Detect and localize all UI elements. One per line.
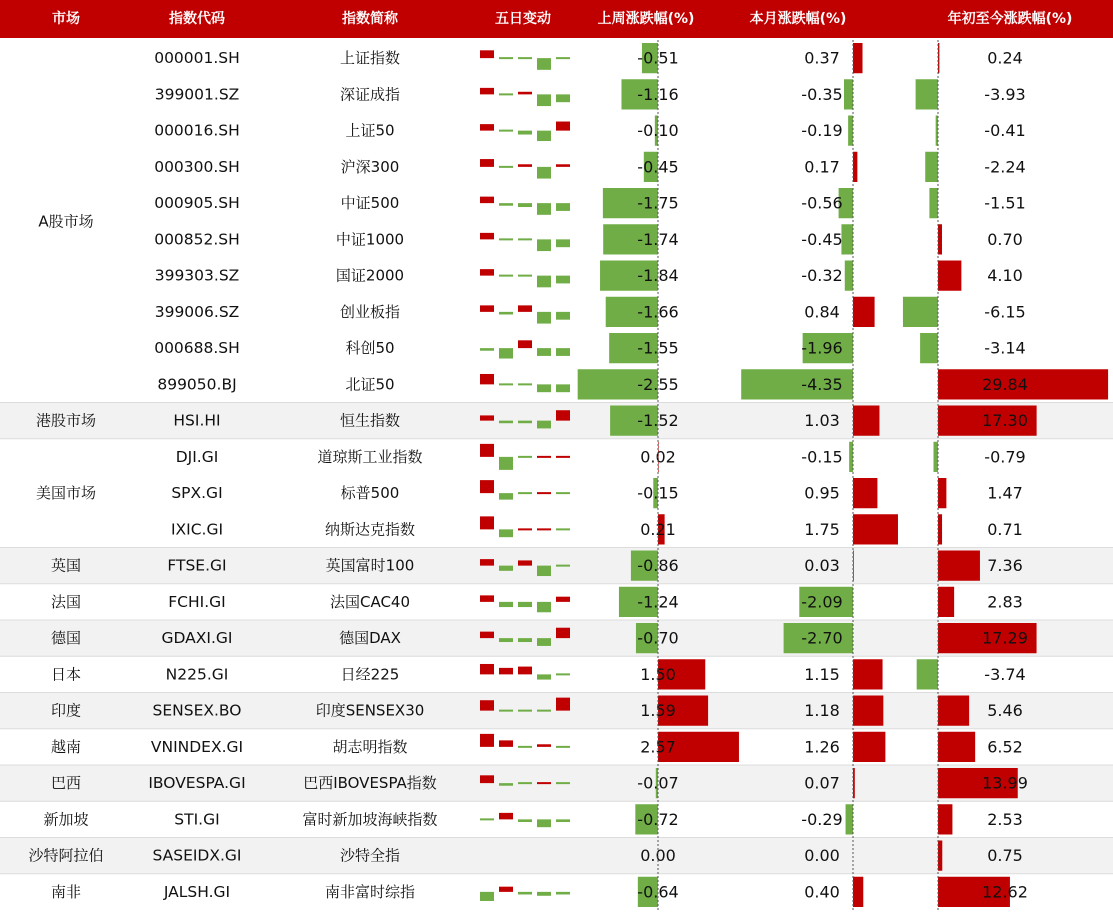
- spark-bar: [556, 239, 570, 247]
- index-name: 道琼斯工业指数: [317, 447, 423, 466]
- spark-bar: [556, 94, 570, 102]
- spark-bar: [518, 131, 532, 135]
- spark-bar: [480, 305, 494, 312]
- bar-month: [853, 43, 863, 73]
- bar-ytd: [938, 261, 961, 291]
- spark-bar: [499, 130, 513, 132]
- spark-bar: [518, 528, 532, 530]
- spark-bar: [499, 57, 513, 59]
- spark-bar: [480, 415, 494, 420]
- bar-ytd: [938, 478, 946, 508]
- spark-bar: [480, 348, 494, 351]
- spark-bar: [499, 203, 513, 206]
- spark-bar: [480, 124, 494, 131]
- ytd-change-label: -0.79: [984, 447, 1026, 467]
- index-name: 沪深300: [340, 157, 400, 176]
- spark-bar: [537, 602, 551, 612]
- spark-bar: [537, 384, 551, 392]
- index-code: 399006.SZ: [154, 302, 240, 321]
- index-code: JALSH.GI: [163, 882, 231, 901]
- month-change-label: -1.96: [801, 338, 843, 358]
- bar-ytd: [903, 297, 938, 327]
- index-code: 000905.SH: [154, 194, 240, 213]
- month-change-label: 0.40: [804, 882, 840, 902]
- bar-ytd: [920, 333, 938, 363]
- month-change-label: 0.95: [804, 483, 840, 503]
- spark-bar: [556, 312, 570, 320]
- ytd-change-label: 0.24: [987, 48, 1023, 68]
- bar-ytd: [938, 587, 954, 617]
- spark-bar: [499, 783, 513, 786]
- index-name: 北证50: [345, 375, 395, 394]
- spark-bar: [518, 782, 532, 784]
- bar-ytd: [938, 732, 975, 762]
- index-name: 巴西IBOVESPA指数: [303, 774, 437, 793]
- bar-month: [853, 696, 883, 726]
- spark-bar: [537, 566, 551, 576]
- spark-bar: [518, 421, 532, 424]
- index-code: IXIC.GI: [170, 520, 224, 539]
- spark-bar: [518, 238, 532, 240]
- spark-bar: [518, 667, 532, 675]
- index-name: 科创50: [345, 339, 395, 358]
- spark-bar: [518, 710, 532, 712]
- index-code: IBOVESPA.GI: [148, 774, 246, 793]
- spark-bar: [480, 595, 494, 602]
- spark-bar: [518, 275, 532, 277]
- market-label: 英国: [50, 556, 82, 575]
- index-code: 000300.SH: [154, 157, 240, 176]
- spark-bar: [518, 492, 532, 494]
- spark-bar: [537, 528, 551, 530]
- index-code: VNINDEX.GI: [150, 737, 244, 756]
- bar-ytd: [929, 188, 938, 218]
- index-name: 国证2000: [335, 266, 405, 285]
- spark-bar: [556, 746, 570, 748]
- header-bar: [0, 0, 1113, 38]
- spark-bar: [480, 88, 494, 95]
- spark-bar: [518, 892, 532, 895]
- spark-bar: [480, 892, 494, 901]
- week-change-label: -0.15: [637, 483, 679, 503]
- bar-month: [849, 442, 853, 472]
- index-code: SASEIDX.GI: [152, 846, 242, 865]
- month-change-label: 0.00: [804, 846, 840, 866]
- spark-bar: [499, 312, 513, 315]
- spark-bar: [499, 383, 513, 385]
- market-label: 越南: [50, 737, 82, 756]
- week-change-label: -1.84: [637, 266, 679, 286]
- month-change-label: 1.03: [804, 411, 840, 431]
- bar-ytd: [938, 224, 942, 254]
- spark-bar: [518, 383, 532, 385]
- week-change-label: -0.70: [637, 628, 679, 648]
- index-name: 法国CAC40: [329, 592, 411, 611]
- spark-bar: [518, 602, 532, 607]
- column-header: 本月涨跌幅(%): [749, 11, 847, 27]
- month-change-label: -4.35: [801, 374, 843, 394]
- index-code: SPX.GI: [171, 484, 223, 503]
- spark-bar: [499, 638, 513, 642]
- index-code: GDAXI.GI: [161, 629, 233, 648]
- index-name: 日经225: [340, 665, 400, 684]
- week-change-label: 0.21: [640, 519, 676, 539]
- spark-bar: [556, 819, 570, 822]
- week-change-label: 1.50: [640, 664, 676, 684]
- market-label: 德国: [50, 629, 82, 648]
- ytd-change-label: -2.24: [984, 157, 1026, 177]
- ytd-change-label: 0.70: [987, 229, 1023, 249]
- spark-bar: [480, 159, 494, 167]
- week-change-label: -1.24: [637, 592, 679, 612]
- month-change-label: -0.32: [801, 266, 843, 286]
- market-label: 港股市场: [35, 411, 97, 430]
- month-change-label: -0.15: [801, 447, 843, 467]
- market-label: 美国市场: [35, 484, 97, 503]
- spark-bar: [499, 740, 513, 747]
- index-code: FTSE.GI: [167, 556, 227, 575]
- bar-ytd: [916, 79, 938, 109]
- spark-bar: [480, 374, 494, 384]
- spark-bar: [537, 492, 551, 494]
- week-change-label: -0.72: [637, 809, 679, 829]
- ytd-change-label: 7.36: [987, 556, 1023, 576]
- ytd-change-label: -0.41: [984, 121, 1026, 141]
- bar-month: [853, 478, 877, 508]
- spark-bar: [537, 744, 551, 747]
- spark-bar: [499, 166, 513, 168]
- spark-bar: [537, 819, 551, 827]
- week-change-label: -2.55: [637, 374, 679, 394]
- spark-bar: [499, 275, 513, 277]
- month-change-label: 1.15: [804, 664, 840, 684]
- month-change-label: 0.17: [804, 157, 840, 177]
- index-code: 399303.SZ: [154, 266, 240, 285]
- spark-bar: [480, 50, 494, 58]
- month-change-label: -0.56: [801, 193, 843, 213]
- month-change-label: -0.29: [801, 809, 843, 829]
- bar-month: [844, 79, 853, 109]
- bar-ytd: [938, 551, 980, 581]
- spark-bar: [480, 444, 494, 457]
- ytd-change-label: 2.83: [987, 592, 1023, 612]
- index-name: 上证50: [345, 121, 395, 140]
- index-code: FCHI.GI: [168, 592, 226, 611]
- column-header: 指数简称: [342, 11, 398, 27]
- bar-month: [853, 514, 898, 544]
- index-code: 000001.SH: [154, 49, 240, 68]
- spark-bar: [537, 348, 551, 356]
- index-name: 富时新加坡海峡指数: [302, 810, 438, 829]
- bar-ytd: [933, 442, 938, 472]
- month-change-label: 1.75: [804, 519, 840, 539]
- spark-bar: [556, 782, 570, 784]
- index-name: 恒生指数: [339, 411, 401, 430]
- index-name: 沙特全指: [339, 846, 401, 865]
- market-label: 新加坡: [43, 810, 89, 829]
- spark-bar: [537, 782, 551, 784]
- spark-bar: [556, 122, 570, 131]
- index-code: 000016.SH: [154, 121, 240, 140]
- bar-month: [853, 297, 875, 327]
- bar-month: [841, 224, 853, 254]
- spark-bar: [556, 628, 570, 638]
- spark-bar: [480, 559, 494, 566]
- spark-bar: [518, 92, 532, 95]
- bar-month: [853, 732, 885, 762]
- spark-bar: [556, 456, 570, 458]
- week-change-label: -0.45: [637, 157, 679, 177]
- market-label: 南非: [50, 882, 82, 901]
- bar-ytd: [917, 659, 938, 689]
- ytd-change-label: 0.75: [987, 846, 1023, 866]
- index-name: 中证1000: [335, 230, 405, 249]
- bar-month: [848, 116, 853, 146]
- index-name: 印度SENSEX30: [315, 701, 425, 720]
- index-code: DJI.GI: [175, 447, 219, 466]
- week-change-label: -1.74: [637, 229, 679, 249]
- week-change-label: -1.52: [637, 411, 679, 431]
- bar-ytd: [938, 514, 942, 544]
- spark-bar: [499, 529, 513, 537]
- week-change-label: -0.64: [637, 882, 679, 902]
- market-label: 日本: [50, 665, 82, 684]
- bar-month: [853, 406, 879, 436]
- month-change-label: 1.26: [804, 737, 840, 757]
- index-code: STI.GI: [174, 810, 220, 829]
- market-label: A股市场: [38, 212, 94, 231]
- spark-bar: [518, 746, 532, 748]
- spark-bar: [499, 566, 513, 571]
- month-change-label: -2.09: [801, 592, 843, 612]
- spark-bar: [556, 203, 570, 211]
- ytd-change-label: 0.71: [987, 519, 1023, 539]
- bar-ytd: [938, 696, 969, 726]
- week-change-label: 1.59: [640, 701, 676, 721]
- spark-bar: [499, 421, 513, 424]
- spark-bar: [556, 164, 570, 167]
- spark-bar: [480, 734, 494, 747]
- index-code: 000688.SH: [154, 339, 240, 358]
- spark-bar: [556, 57, 570, 59]
- column-header: 上周涨跌幅(%): [597, 11, 695, 27]
- spark-bar: [537, 58, 551, 70]
- ytd-change-label: -1.51: [984, 193, 1026, 213]
- spark-bar: [499, 813, 513, 820]
- ytd-change-label: 12.62: [982, 882, 1028, 902]
- spark-bar: [556, 698, 570, 711]
- week-change-label: 2.57: [640, 737, 676, 757]
- column-header: 年初至今涨跌幅(%): [947, 11, 1073, 27]
- spark-bar: [499, 238, 513, 240]
- spark-bar: [537, 312, 551, 324]
- month-change-label: -2.70: [801, 628, 843, 648]
- index-name: 中证500: [340, 194, 400, 213]
- month-change-label: 0.37: [804, 48, 840, 68]
- spark-bar: [537, 203, 551, 215]
- index-name: 德国DAX: [339, 629, 401, 648]
- spark-bar: [480, 775, 494, 783]
- bar-month: [845, 261, 853, 291]
- column-header: 指数代码: [169, 11, 225, 27]
- spark-bar: [499, 493, 513, 500]
- ytd-change-label: -3.93: [984, 84, 1026, 104]
- bar-ytd: [925, 152, 938, 182]
- column-header: 市场: [52, 11, 80, 27]
- market-label: 巴西: [50, 774, 82, 793]
- ytd-change-label: -6.15: [984, 302, 1026, 322]
- week-change-label: -1.75: [637, 193, 679, 213]
- spark-bar: [480, 269, 494, 276]
- spark-bar: [556, 892, 570, 895]
- spark-bar: [537, 167, 551, 179]
- spark-bar: [537, 276, 551, 288]
- bar-ytd: [938, 804, 952, 834]
- index-code: 000852.SH: [154, 230, 240, 249]
- spark-bar: [518, 57, 532, 59]
- column-header: 五日变动: [495, 11, 551, 27]
- week-change-label: -0.10: [637, 121, 679, 141]
- spark-bar: [499, 887, 513, 892]
- spark-bar: [537, 239, 551, 251]
- spark-bar: [556, 492, 570, 494]
- spark-bar: [480, 197, 494, 204]
- month-change-label: 1.18: [804, 701, 840, 721]
- week-change-label: -0.51: [637, 48, 679, 68]
- index-name: 深证成指: [339, 85, 401, 104]
- spark-bar: [499, 710, 513, 712]
- spark-bar: [556, 410, 570, 420]
- spark-bar: [537, 638, 551, 646]
- spark-bar: [499, 668, 513, 675]
- spark-bar: [537, 674, 551, 679]
- spark-bar: [556, 348, 570, 356]
- week-change-label: -1.16: [637, 84, 679, 104]
- week-change-label: 0.02: [640, 447, 676, 467]
- week-change-label: -1.66: [637, 302, 679, 322]
- spark-bar: [499, 348, 513, 358]
- week-change-label: -1.55: [637, 338, 679, 358]
- spark-bar: [480, 233, 494, 240]
- index-name: 胡志明指数: [332, 737, 408, 756]
- spark-bar: [499, 93, 513, 95]
- index-name: 纳斯达克指数: [324, 520, 416, 539]
- ytd-change-label: 4.10: [987, 266, 1023, 286]
- spark-bar: [518, 819, 532, 822]
- ytd-change-label: 5.46: [987, 701, 1023, 721]
- spark-bar: [518, 638, 532, 642]
- index-name: 上证指数: [339, 49, 401, 68]
- ytd-change-label: 17.29: [982, 628, 1028, 648]
- spark-bar: [480, 818, 494, 820]
- bar-month: [853, 659, 883, 689]
- month-change-label: 0.03: [804, 556, 840, 576]
- spark-bar: [499, 602, 513, 607]
- spark-bar: [537, 892, 551, 896]
- bar-ytd: [938, 841, 942, 871]
- spark-bar: [537, 456, 551, 458]
- ytd-change-label: 13.99: [982, 773, 1028, 793]
- bar-month: [853, 877, 863, 907]
- spark-bar: [537, 710, 551, 712]
- ytd-change-label: 29.84: [982, 374, 1028, 394]
- index-code: SENSEX.BO: [152, 701, 242, 720]
- bar-month: [853, 152, 857, 182]
- index-code: HSI.HI: [173, 411, 221, 430]
- index-name: 创业板指: [339, 302, 401, 321]
- month-change-label: -0.35: [801, 84, 843, 104]
- spark-bar: [518, 164, 532, 167]
- ytd-change-label: 2.53: [987, 809, 1023, 829]
- ytd-change-label: 6.52: [987, 737, 1023, 757]
- spark-bar: [556, 565, 570, 567]
- spark-bar: [480, 700, 494, 710]
- month-change-label: 0.84: [804, 302, 840, 322]
- spark-bar: [480, 664, 494, 674]
- index-name: 南非富时综指: [324, 882, 416, 901]
- market-label: 沙特阿拉伯: [28, 846, 104, 865]
- spark-bar: [556, 673, 570, 675]
- spark-bar: [480, 632, 494, 639]
- spark-bar: [518, 456, 532, 458]
- spark-bar: [537, 421, 551, 429]
- spark-bar: [556, 528, 570, 530]
- spark-bar: [518, 203, 532, 207]
- spark-bar: [518, 340, 532, 348]
- ytd-change-label: 1.47: [987, 483, 1023, 503]
- month-change-label: -0.45: [801, 229, 843, 249]
- spark-bar: [556, 597, 570, 602]
- spark-bar: [537, 131, 551, 141]
- spark-bar: [556, 384, 570, 392]
- spark-bar: [499, 457, 513, 470]
- month-change-label: -0.19: [801, 121, 843, 141]
- week-change-label: -0.86: [637, 556, 679, 576]
- bar-month: [846, 804, 853, 834]
- ytd-change-label: -3.14: [984, 338, 1026, 358]
- spark-bar: [480, 516, 494, 529]
- week-change-label: 0.00: [640, 846, 676, 866]
- ytd-change-label: 17.30: [982, 411, 1028, 431]
- week-change-label: -0.07: [637, 773, 679, 793]
- month-change-label: 0.07: [804, 773, 840, 793]
- index-code: 399001.SZ: [154, 85, 240, 104]
- spark-bar: [518, 560, 532, 565]
- index-name: 标普500: [340, 484, 400, 503]
- spark-bar: [537, 94, 551, 106]
- spark-bar: [480, 480, 494, 493]
- market-label: 印度: [50, 701, 82, 720]
- index-code: N225.GI: [165, 665, 229, 684]
- market-label: 法国: [50, 592, 82, 611]
- spark-bar: [518, 305, 532, 312]
- index-name: 英国富时100: [325, 556, 415, 575]
- index-code: 899050.BJ: [157, 375, 237, 394]
- ytd-change-label: -3.74: [984, 664, 1026, 684]
- spark-bar: [556, 276, 570, 284]
